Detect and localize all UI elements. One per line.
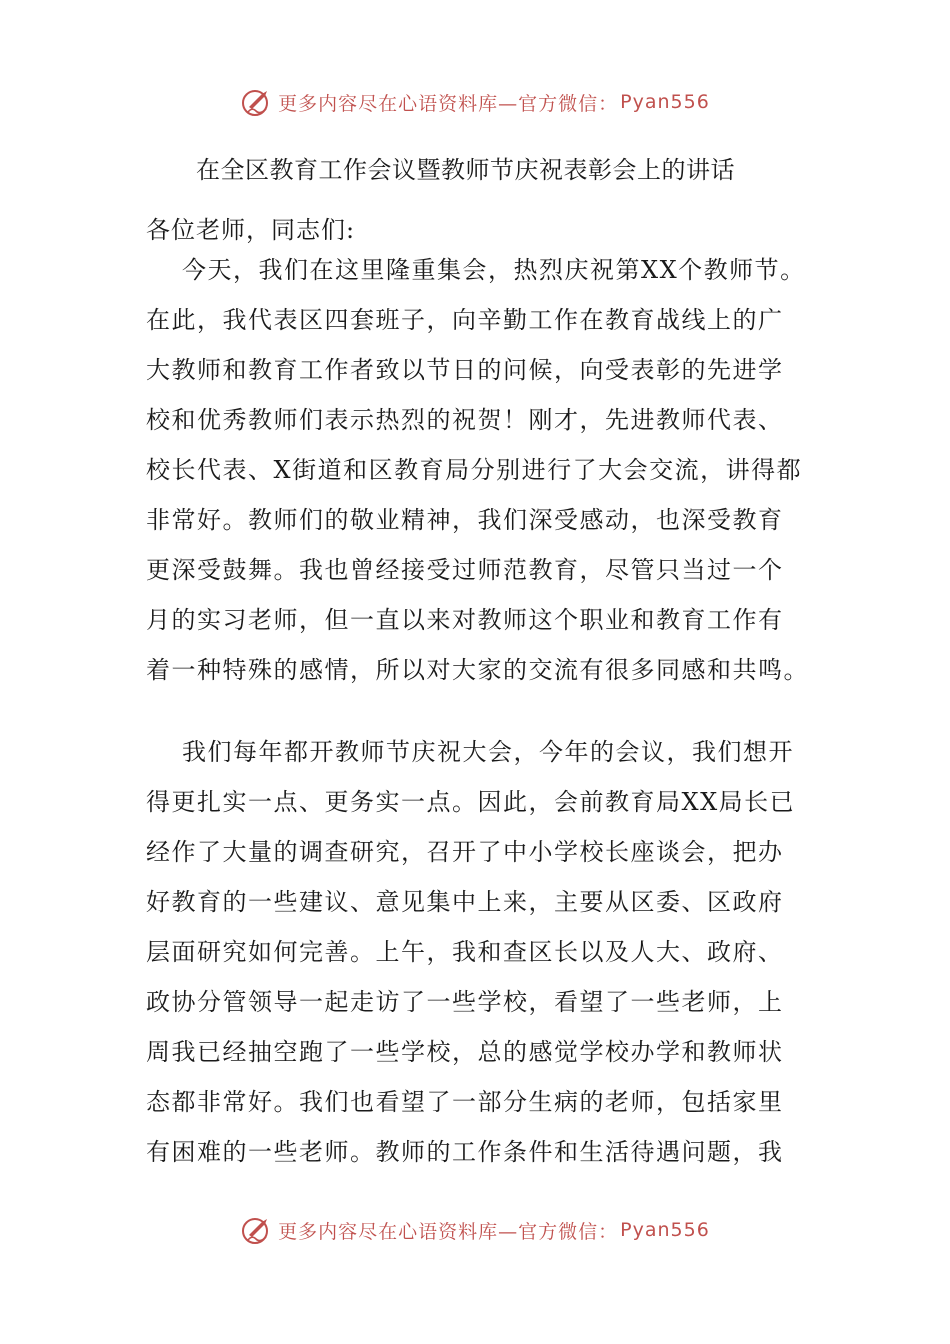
text-line: 校和优秀教师们表示热烈的祝贺！刚才，先进教师代表、: [146, 406, 784, 434]
paragraph-1: [146, 245, 809, 695]
pen-logo-icon: [240, 85, 274, 119]
paragraph-2: [146, 727, 806, 1177]
document-title: 在全区教育工作会议暨教师节庆祝表彰会上的讲话: [196, 156, 735, 184]
document-greeting: 各位老师，同志们:: [146, 216, 356, 244]
banner-wechat-id: Pyan556: [620, 1219, 710, 1241]
banner-text: 更多内容尽在心语资料库—官方微信：: [278, 1220, 619, 1243]
header-banner: [0, 82, 950, 122]
text-line: 好教育的一些建议、意见集中上来，主要从区委、区政府: [146, 888, 784, 916]
text-line: 得更扎实一点、更务实一点。因此，会前教育局XX局长已: [146, 788, 796, 816]
text-line: 经作了大量的调查研究，召开了中小学校长座谈会，把办: [146, 838, 784, 866]
text-line: 月的实习老师，但一直以来对教师这个职业和教育工作有: [146, 606, 784, 634]
text-line: 今天，我们在这里隆重集会，热烈庆祝第XX个教师节。: [182, 256, 806, 284]
banner-wechat-id: Pyan556: [620, 91, 710, 113]
text-line: 在此，我代表区四套班子，向辛勤工作在教育战线上的广: [146, 306, 784, 334]
text-line: 周我已经抽空跑了一些学校，总的感觉学校办学和教师状: [146, 1038, 784, 1066]
text-line: 更深受鼓舞。我也曾经接受过师范教育，尽管只当过一个: [146, 556, 784, 584]
text-line: 校长代表、X街道和区教育局分别进行了大会交流，讲得都: [146, 456, 803, 484]
banner-text: 更多内容尽在心语资料库—官方微信：: [278, 92, 619, 115]
footer-banner: [0, 1210, 950, 1250]
text-line: 着一种特殊的感情，所以对大家的交流有很多同感和共鸣。: [146, 656, 809, 684]
pen-logo-icon: [240, 1213, 274, 1247]
text-line: 态都非常好。我们也看望了一部分生病的老师，包括家里: [146, 1088, 784, 1116]
text-line: 政协分管领导一起走访了一些学校，看望了一些老师，上: [146, 988, 784, 1016]
text-line: 非常好。教师们的敬业精神，我们深受感动，也深受教育: [146, 506, 784, 534]
text-line: 层面研究如何完善。上午，我和查区长以及人大、政府、: [146, 938, 784, 966]
text-line: 我们每年都开教师节庆祝大会，今年的会议，我们想开: [182, 738, 794, 766]
text-line: 大教师和教育工作者致以节日的问候，向受表彰的先进学: [146, 356, 784, 384]
text-line: 有困难的一些老师。教师的工作条件和生活待遇问题，我: [146, 1138, 784, 1166]
